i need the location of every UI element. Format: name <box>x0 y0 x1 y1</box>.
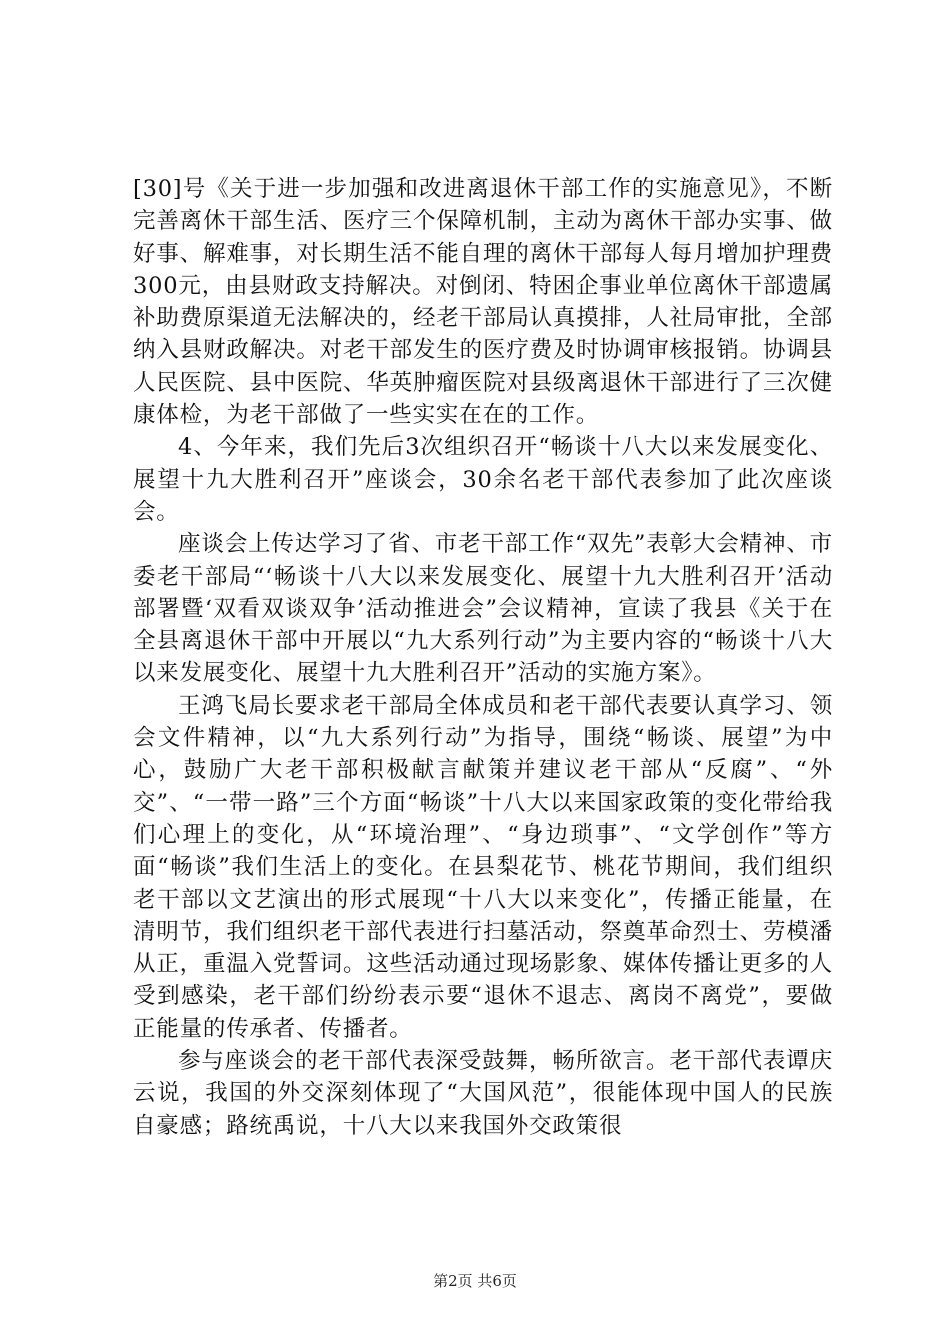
page-number-footer: 第2页 共6页 <box>433 1272 517 1290</box>
paragraph-3: 座谈会上传达学习了省、市老干部工作“双先”表彰大会精神、市委老干部局“‘畅谈十八大以来发展变化、展望十九大胜利召开’活动部署暨‘双看双谈双争’活动推进会”会议精神，宣读了我县《关于在全县离退休干部中开展以“九大系列行动”为主要内容的“畅谈十八大以来发展变化、展望十九大胜利召开”活动的实施方案》。 <box>133 531 833 687</box>
document-body <box>133 173 833 1142</box>
paragraph-4: 王鸿飞局长要求老干部局全体成员和老干部代表要认真学习、领会文件精神，以“九大系列行动”为指导，围绕“畅谈、展望”为中心，鼓励广大老干部积极献言献策并建议老干部从“反腐”、“外交”、“一带一路”三个方面“畅谈”十八大以来国家政策的变化带给我们心理上的变化，从“环境治理”、“身边琐事”、“文学创作”等方面“畅谈”我们生活上的变化。在县梨花节、桃花节期间，我们组织老干部以文艺演出的形式展现“十八大以来变化”，传播正能量，在清明节，我们组织老干部代表进行扫墓活动，祭奠革命烈士、劳模潘从正，重温入党誓词。这些活动通过现场影象、媒体传播让更多的人受到感染，老干部们纷纷表示要“退休不退志、离岗不离党”，要做正能量的传承者、传播者。 <box>133 692 833 1042</box>
paragraph-2: 4、今年来，我们先后3次组织召开“畅谈十八大以来发展变化、展望十九大胜利召开”座谈会，30余名老干部代表参加了此次座谈会。 <box>133 434 833 525</box>
paragraph-1: [30]号《关于进一步加强和改进离退休干部工作的实施意见》，不断完善离休干部生活、医疗三个保障机制，主动为离休干部办实事、做好事、解难事，对长期生活不能自理的离休干部每人每月增加护理费300元，由县财政支持解决。对倒闭、特困企事业单位离休干部遗属补助费原渠道无法解决的，经老干部局认真摸排，人社局审批，全部纳入县财政解决。对老干部发生的医疗费及时协调审核报销。协调县人民医院、县中医院、华英肿瘤医院对县级离退休干部进行了三次健康体检，为老干部做了一些实实在在的工作。 <box>133 176 833 429</box>
paragraph-5: 参与座谈会的老干部代表深受鼓舞，畅所欲言。老干部代表谭庆云说，我国的外交深刻体现了“大国风范”，很能体现中国人的民族自豪感；路统禹说，十八大以来我国外交政策很 <box>133 1048 833 1139</box>
